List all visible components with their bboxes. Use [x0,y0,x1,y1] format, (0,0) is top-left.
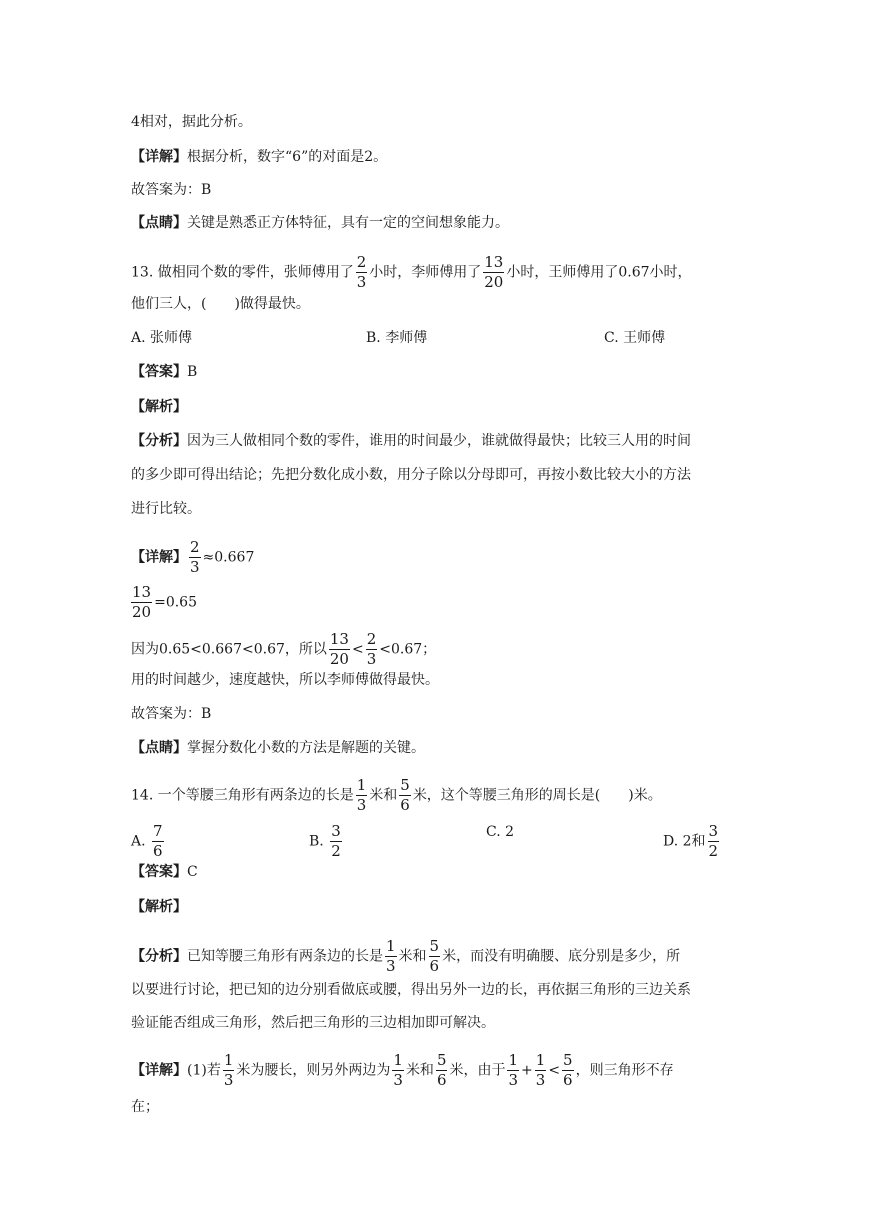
paragraph-text: 已知等腰三角形有两条边的长是 [187,948,383,965]
stem-text: 小时，李师傅用了 [369,264,482,281]
q13-fenxi-3 [131,499,201,519]
q13-fenxi-2 [131,465,691,485]
denominator: 20 [484,273,504,291]
numerator: 5 [563,1051,573,1069]
fraction [356,253,368,292]
numerator: 13 [132,583,152,601]
fraction [535,1051,547,1090]
stem-text: 13. 做相同个数的零件，张师傅用了 [131,264,354,281]
q14-fenxi-1 [131,937,680,976]
numerator: 13 [329,630,349,648]
fraction [385,937,397,976]
denominator: 3 [356,796,367,814]
denominator: 3 [356,273,367,291]
fraction [356,776,368,815]
math-text: 因为0.65<0.667<0.67，所以 [131,641,327,658]
denominator: 20 [132,603,152,621]
numerator: 1 [535,1051,546,1069]
q14-option-c [486,822,514,842]
paragraph-text: 4相对，据此分析。 [131,114,252,130]
q13-option-b [366,328,427,348]
stem-text: 小时，王师傅用了0.67小时， [506,264,692,281]
option-label: A. [131,833,146,850]
denominator: 6 [436,1071,447,1089]
fraction [330,822,342,861]
math-text: =0.65 [154,594,197,611]
q14-detail-1 [131,1051,674,1090]
numerator: 1 [508,1051,519,1069]
math-text: ≈0.667 [202,549,255,566]
fraction [392,1051,404,1090]
fenxi-tag: 【分析】 [131,948,187,965]
fraction [366,630,378,669]
fraction [562,1051,574,1090]
q13-detail-3 [131,630,436,669]
fraction [507,1051,519,1090]
comment-line [131,213,509,233]
q13-detail-5 [131,704,211,724]
paragraph-text: 的多少即可得出结论；先把分数化成小数，用分子除以分母即可，再按小数比较大小的方法 [131,467,691,483]
numerator: 1 [386,937,396,955]
q14-option-d [663,822,721,861]
paragraph-text: 故答案为：B [131,182,212,198]
paragraph-text: 米，由于 [449,1062,506,1079]
stem-text: 米，这个等腰三角形的周长是( )米。 [412,787,662,804]
paragraph-text: 验证能否组成三角形，然后把三角形的三边相加即可解决。 [131,1015,495,1031]
numerator: 2 [356,253,367,271]
q14-detail-2 [131,1097,159,1117]
option-label: A. 张师傅 [131,330,193,346]
denominator: 6 [400,796,410,814]
answer-value: C [187,864,198,880]
denominator: 3 [190,558,200,576]
paragraph-text: 进行比较。 [131,501,201,517]
detail-tag: 【详解】 [131,1062,187,1079]
denominator: 3 [508,1071,519,1089]
numerator: 5 [436,1051,447,1069]
denominator: 2 [708,842,719,860]
answer-line [131,180,211,200]
numerator: 5 [400,776,410,794]
numerator: 13 [484,253,504,271]
q14-answer [131,862,198,882]
numerator: 3 [708,822,719,840]
fraction [152,822,164,861]
comment-tag: 【点睛】 [131,740,187,756]
stem-text: 他们三人，( )做得最快。 [131,296,310,312]
option-label: B. [309,833,324,850]
option-label: C. 2 [486,824,515,840]
detail-tag: 【详解】 [131,149,187,165]
denominator: 3 [366,650,377,668]
analysis-tag: 【解析】 [131,399,187,415]
stem-text: 米和 [369,787,398,804]
denominator: 6 [563,1071,573,1089]
paragraph-text: 根据分析，数字“6”的对面是2。 [187,149,388,165]
fraction [329,630,350,669]
q13-detail-4 [131,670,439,690]
numerator: 2 [366,630,377,648]
paragraph-text: 关键是熟悉正方体特征，具有一定的空间想象能力。 [187,215,509,231]
math-text: <0.67； [379,641,437,658]
q13-stem-2 [131,294,310,314]
paragraph-text: 米为腰长，则另外两边为 [236,1062,391,1079]
denominator: 3 [386,957,396,975]
q13-analysis-heading [131,397,187,417]
paragraph-text: 在； [131,1099,159,1115]
q14-analysis-heading [131,897,187,917]
numerator: 1 [356,776,367,794]
paragraph-text: 米和 [398,948,427,965]
q13-option-a [131,328,192,348]
denominator: 20 [329,650,349,668]
numerator: 1 [393,1051,403,1069]
paragraph-text: (1)若 [187,1062,221,1079]
q14-fenxi-2 [131,980,691,1000]
comment-tag: 【点睛】 [131,215,187,231]
fraction [189,538,201,577]
q14-fenxi-3 [131,1013,495,1033]
denominator: 6 [153,842,163,860]
option-label: C. 王师傅 [604,330,666,346]
numerator: 5 [429,937,440,955]
q13-answer [131,362,197,382]
numerator: 2 [190,538,200,556]
denominator: 3 [223,1071,234,1089]
fraction [399,776,411,815]
denominator: 3 [393,1071,403,1089]
paragraph-text: ，则三角形不存 [575,1062,674,1079]
q14-option-b [309,822,344,861]
fraction [223,1051,235,1090]
denominator: 2 [331,842,341,860]
analysis-tag: 【解析】 [131,899,187,915]
detail-tag: 【详解】 [131,549,187,566]
q13-fenxi-1 [131,431,691,451]
option-label: B. 李师傅 [366,330,428,346]
fraction [429,937,441,976]
answer-tag: 【答案】 [131,364,187,380]
q13-detail-1 [131,538,254,577]
denominator: 6 [429,957,440,975]
q13-stem [131,253,692,292]
paragraph-text: 米，而没有明确腰、底分别是多少，所 [442,948,681,965]
paragraph-text: 故答案为：B [131,706,212,722]
stem-text: 14. 一个等腰三角形有两条边的长是 [131,787,354,804]
paragraph-text: 掌握分数化小数的方法是解题的关键。 [187,740,425,756]
denominator: 3 [535,1071,546,1089]
q13-comment [131,738,425,758]
math-text: < [548,1062,561,1079]
fraction [131,583,152,622]
q14-stem [131,776,662,815]
numerator: 7 [153,822,163,840]
math-text: < [351,641,364,658]
answer-tag: 【答案】 [131,864,187,880]
fraction [436,1051,448,1090]
answer-value: B [187,364,198,380]
text-line [131,112,252,132]
math-text: + [521,1062,533,1079]
fenxi-tag: 【分析】 [131,433,187,449]
paragraph-text: 以要进行讨论，把已知的边分别看做底或腰，得出另外一边的长，再依据三角形的三边关系 [131,982,691,998]
q14-option-a [131,822,166,861]
paragraph-text: 因为三人做相同个数的零件，谁用的时间最少，谁就做得最快；比较三人用的时间 [187,433,691,449]
paragraph-text: 米和 [405,1062,434,1079]
option-label: D. 2和 [663,833,706,850]
q13-detail-2 [129,583,197,622]
paragraph-text: 用的时间越少，速度越快，所以李师傅做得最快。 [131,672,439,688]
detail-line [131,147,387,167]
fraction [708,822,720,861]
numerator: 3 [331,822,341,840]
numerator: 1 [223,1051,234,1069]
q13-option-c [604,328,665,348]
fraction [483,253,504,292]
